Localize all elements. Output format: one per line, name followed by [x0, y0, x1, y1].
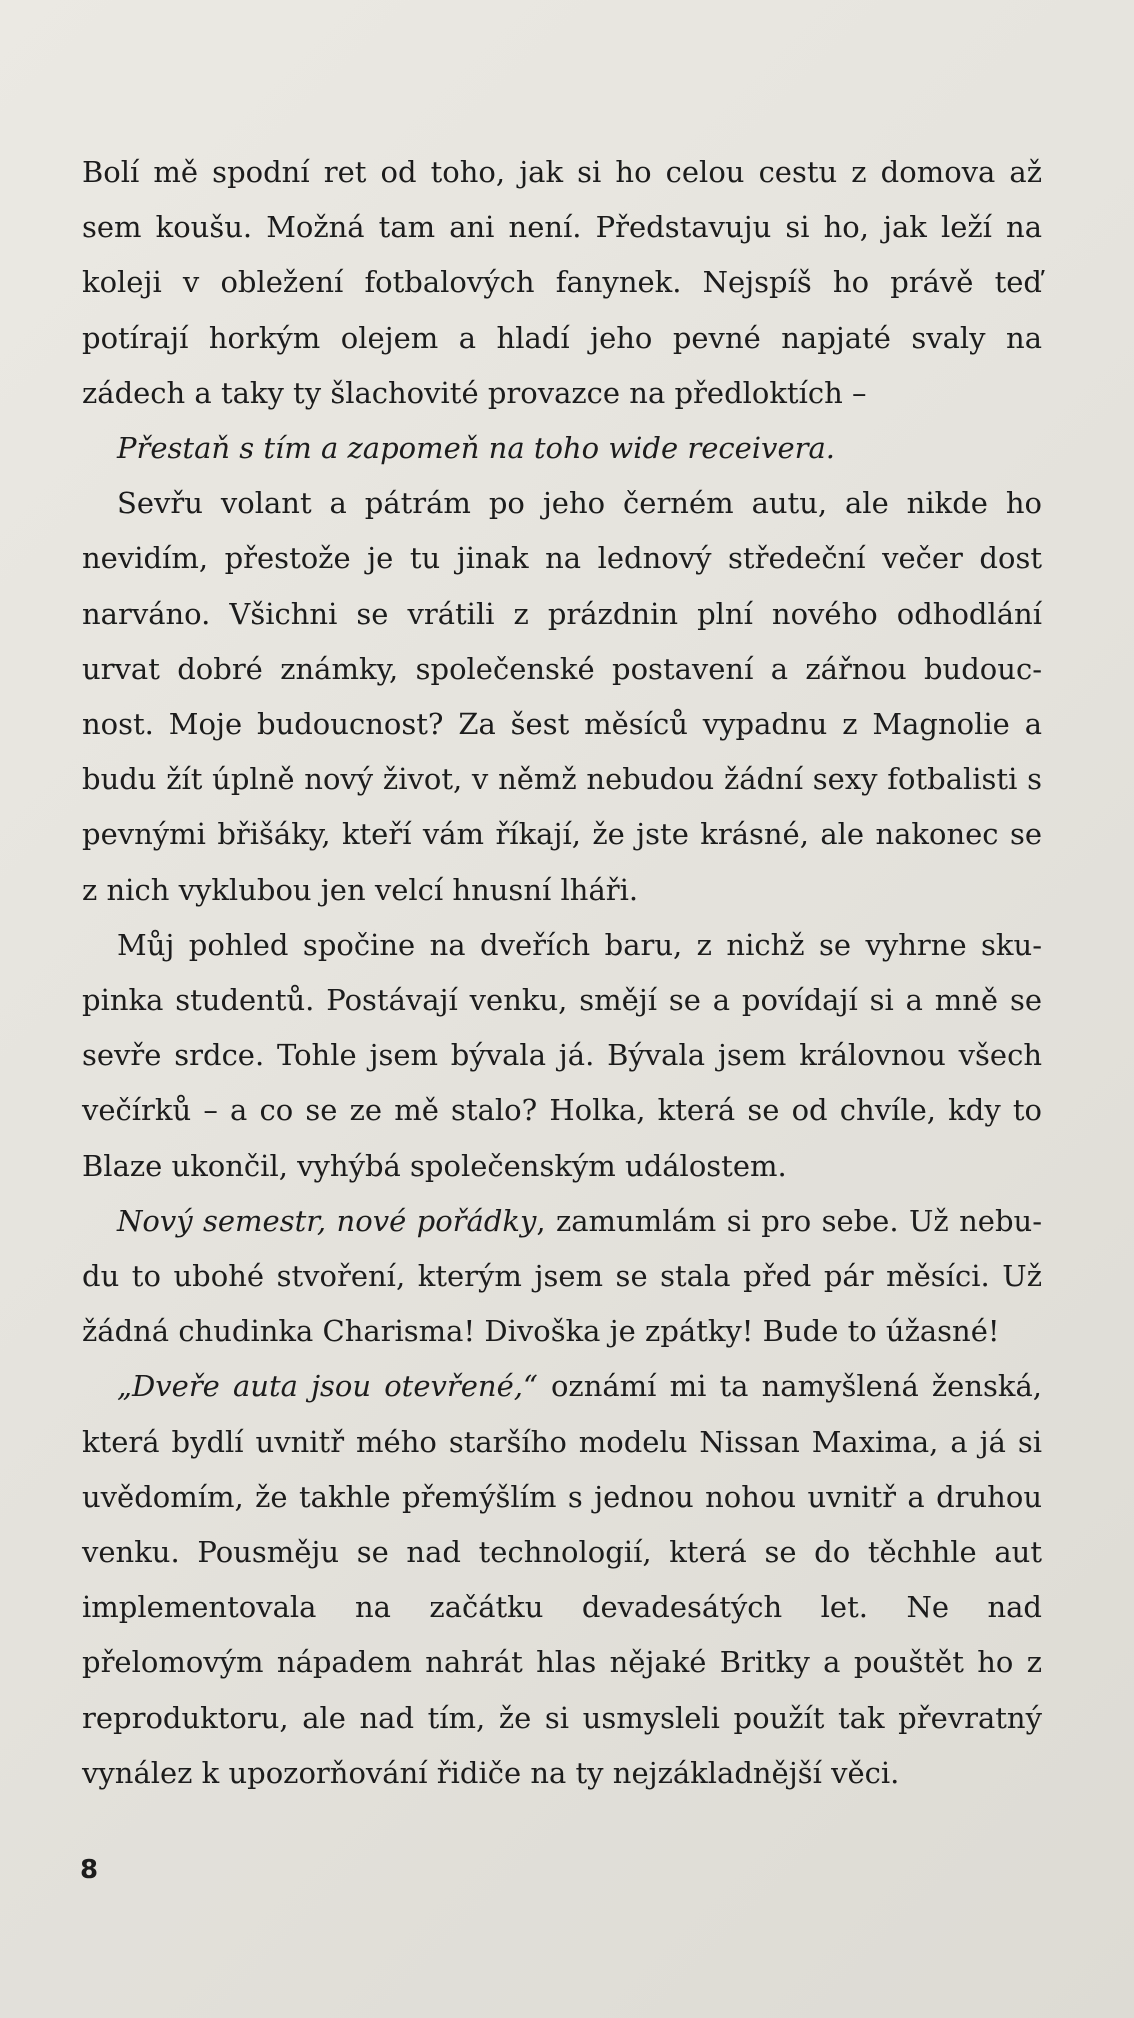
paragraph-4-text: Můj pohled spočine na dveřích baru, z nichž se vyhrne skupinka studentů. Postávají venku, smějí se a povídají si a mně se sevře srdce. Tohle jsem bývala já. Bývala jsem královnou všech večírků – a co se ze mě stalo? Holka, která se od chvíle, kdy to Blaze ukončil, vyhýbá společenským událostem. [82, 927, 1042, 1183]
paragraph-2-italic-text: Přestaň s tím a zapomeň na toho wide receivera. [117, 431, 835, 466]
page-number: 8 [80, 1855, 99, 1885]
paragraph-1 [82, 145, 1042, 421]
paragraph-3 [82, 476, 1042, 918]
page-text [82, 145, 1042, 1801]
paragraph-6-italic-text: „Dveře auta jsou otevřené,“ [117, 1369, 538, 1404]
paragraph-4 [82, 918, 1042, 1194]
paragraph-6-text: oznámí mi ta namyšlená ženská, která bydlí uvnitř mého staršího modelu Nissan Maxima, a já si uvědomím, že takhle přemýšlím s jednou nohou uvnitř a druhou venku. Pousměju se nad technologií, která se do těchhle aut implementovala na začátku devadesátých let. Ne nad přelomovým nápadem nahrát hlas nějaké Britky a pouštět ho z reproduktoru, ale nad tím, že si usmysleli použít tak převratný vynález k upozorňování řidiče na ty nejzákladnější věci. [82, 1369, 1042, 1790]
paragraph-2 [82, 421, 1042, 476]
paragraph-1-text: Bolí mě spodní ret od toho, jak si ho celou cestu z domova až sem koušu. Možná tam ani není. Představuju si ho, jak leží na koleji v obležení fotbalových fanynek. Nejspíš ho právě teď potírají horkým olejem a hladí jeho pevné napjaté svaly na zádech a taky ty šlachovité provazce na předloktích – [82, 155, 1042, 410]
paragraph-6 [82, 1359, 1042, 1801]
paragraph-5-text: , zamumlám si pro sebe. Už nebudu to ubohé stvoření, kterým jsem se stala před pár měsíci. Už žádná chudinka Charisma! Divoška je zpátky! Bude to úžasné! [82, 1203, 1042, 1349]
paragraph-5 [82, 1194, 1042, 1360]
paragraph-3-text: Sevřu volant a pátrám po jeho černém autu, ale nikde ho nevidím, přestože je tu jinak na lednový středeční večer dost narváno. Všichni se vrátili z prázdnin plní nového odhodlání urvat dobré známky, společenské postavení a zářnou budoucnost. Moje budoucnost? Za šest měsíců vypadnu z Magnolie a budu žít úplně nový život, v němž nebudou žádní sexy fotbalisti s pevnými břišáky, kteří vám říkají, že jste krásné, ale nakonec se z nich vyklubou jen velcí hnusní lháři. [82, 486, 1042, 907]
paragraph-5-italic-text: Nový semestr, nové pořádky [117, 1203, 537, 1238]
